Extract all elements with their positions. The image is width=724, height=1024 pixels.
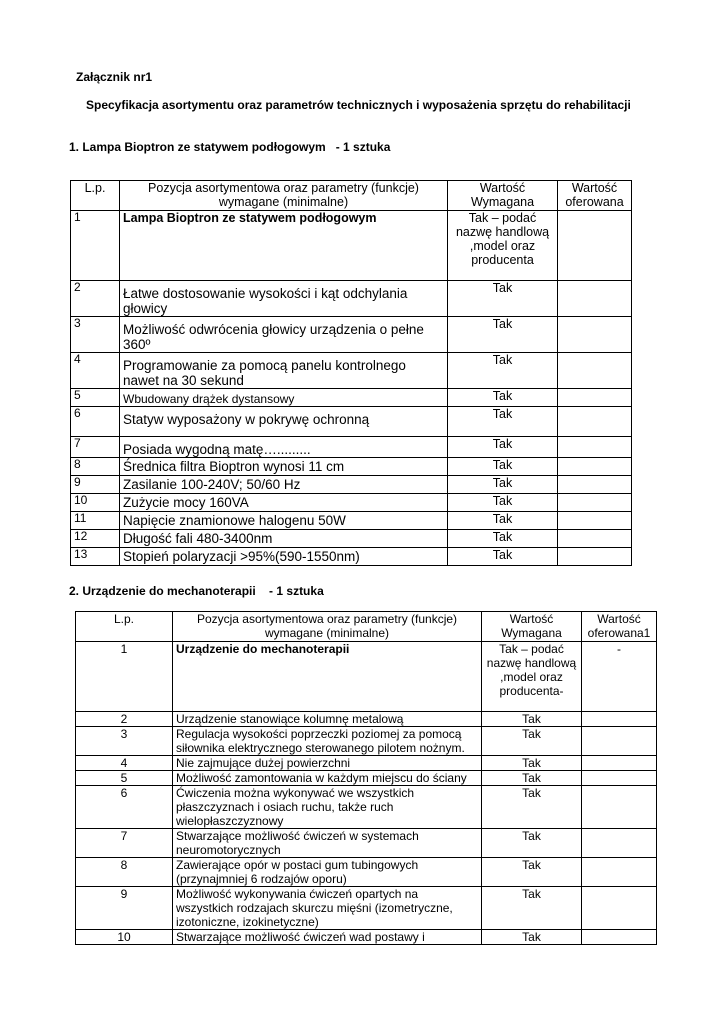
row-description: Zasilanie 100-240V; 50/60 Hz <box>120 476 448 494</box>
row-lp: 4 <box>71 353 120 389</box>
row-required: Tak <box>448 512 558 530</box>
row-required: Tak <box>482 887 582 930</box>
row-offered <box>582 930 657 945</box>
header-position: Pozycja asortymentowa oraz parametry (funkcje) wymagane (minimalne) <box>120 181 448 211</box>
row-lp: 9 <box>71 476 120 494</box>
table-row <box>76 756 657 771</box>
row-required: Tak <box>448 530 558 548</box>
table-row <box>71 407 632 437</box>
row-required: Tak <box>448 317 558 353</box>
row-required: Tak <box>448 476 558 494</box>
row-required: Tak <box>448 437 558 458</box>
row-description: Możliwość wykonywania ćwiczeń opartych na wszystkich rodzajach skurczu mięśni (izometryczne, izotoniczne, izokinetyczne) <box>173 887 482 930</box>
table-row <box>71 281 632 317</box>
row-description: Długość fali 480-3400nm <box>120 530 448 548</box>
row-lp: 8 <box>76 858 173 887</box>
table-row <box>71 530 632 548</box>
row-offered <box>558 476 632 494</box>
row-offered: - <box>582 642 657 712</box>
row-lp: 7 <box>71 437 120 458</box>
row-required: Tak <box>448 458 558 476</box>
row-lp: 10 <box>76 930 173 945</box>
row-lp: 12 <box>71 530 120 548</box>
section1-table <box>70 180 632 566</box>
document-title: Specyfikacja asortymentu oraz parametrów technicznych i wyposażenia sprzętu do rehabilitacji <box>86 98 631 112</box>
table-row <box>76 930 657 945</box>
row-lp: 4 <box>76 756 173 771</box>
row-offered <box>582 712 657 727</box>
row-offered <box>582 858 657 887</box>
row-lp: 2 <box>71 281 120 317</box>
row-required: Tak – podać nazwę handlową ,model oraz producenta- <box>482 642 582 712</box>
row-description: Łatwe dostosowanie wysokości i kąt odchylania głowicy <box>120 281 448 317</box>
row-description: Statyw wyposażony w pokrywę ochronną <box>120 407 448 437</box>
row-offered <box>558 211 632 281</box>
row-lp: 6 <box>71 407 120 437</box>
row-offered <box>558 437 632 458</box>
row-description: Stwarzające możliwość ćwiczeń w systemach neuromotorycznych <box>173 829 482 858</box>
row-offered <box>558 281 632 317</box>
row-required: Tak <box>482 858 582 887</box>
row-description: Lampa Bioptron ze statywem podłogowym <box>120 211 448 281</box>
row-offered <box>558 407 632 437</box>
row-lp: 11 <box>71 512 120 530</box>
section2-heading: 2. Urządzenie do mechanoterapii - 1 sztuka <box>69 584 324 598</box>
row-required: Tak <box>482 930 582 945</box>
row-offered <box>582 756 657 771</box>
table-row <box>71 476 632 494</box>
header-required: Wartość Wymagana <box>448 181 558 211</box>
row-required: Tak – podać nazwę handlową ,model oraz producenta <box>448 211 558 281</box>
row-lp: 5 <box>76 771 173 786</box>
row-required: Tak <box>482 771 582 786</box>
header-lp: L.p. <box>71 181 120 211</box>
table-row <box>71 353 632 389</box>
row-required: Tak <box>482 727 582 756</box>
table-row <box>71 512 632 530</box>
annex-title: Załącznik nr1 <box>76 70 153 84</box>
row-required: Tak <box>448 407 558 437</box>
table-row <box>76 786 657 829</box>
row-description: Średnica filtra Bioptron wynosi 11 cm <box>120 458 448 476</box>
row-lp: 1 <box>76 642 173 712</box>
row-offered <box>582 887 657 930</box>
row-description: Napięcie znamionowe halogenu 50W <box>120 512 448 530</box>
table-row <box>71 494 632 512</box>
row-description: Nie zajmujące dużej powierzchni <box>173 756 482 771</box>
table-row <box>71 317 632 353</box>
table-header-row <box>71 181 632 211</box>
row-offered <box>582 771 657 786</box>
row-offered <box>558 530 632 548</box>
table-row <box>71 437 632 458</box>
table-header-row <box>76 612 657 642</box>
row-lp: 10 <box>71 494 120 512</box>
row-description: Zawierające opór w postaci gum tubingowych (przynajmniej 6 rodzajów oporu) <box>173 858 482 887</box>
row-lp: 6 <box>76 786 173 829</box>
row-offered <box>582 786 657 829</box>
row-description: Urządzenie do mechanoterapii <box>173 642 482 712</box>
row-description: Zużycie mocy 160VA <box>120 494 448 512</box>
table-row <box>71 389 632 407</box>
table-row <box>76 771 657 786</box>
row-lp: 13 <box>71 548 120 566</box>
row-required: Tak <box>482 829 582 858</box>
row-lp: 3 <box>71 317 120 353</box>
row-offered <box>558 458 632 476</box>
table-row <box>71 548 632 566</box>
row-offered <box>558 494 632 512</box>
row-offered <box>558 317 632 353</box>
row-lp: 5 <box>71 389 120 407</box>
row-lp: 8 <box>71 458 120 476</box>
row-required: Tak <box>448 281 558 317</box>
row-description: Stopień polaryzacji >95%(590-1550nm) <box>120 548 448 566</box>
table-row <box>76 858 657 887</box>
row-description: Urządzenie stanowiące kolumnę metalową <box>173 712 482 727</box>
row-offered <box>558 548 632 566</box>
row-description: Wbudowany drążek dystansowy <box>120 389 448 407</box>
row-required: Tak <box>448 353 558 389</box>
table-row <box>71 458 632 476</box>
row-description: Programowanie za pomocą panelu kontrolnego nawet na 30 sekund <box>120 353 448 389</box>
section2-table <box>75 611 657 945</box>
row-required: Tak <box>482 756 582 771</box>
row-offered <box>558 389 632 407</box>
row-required: Tak <box>448 389 558 407</box>
row-lp: 1 <box>71 211 120 281</box>
row-required: Tak <box>482 786 582 829</box>
header-offered: Wartość oferowana <box>558 181 632 211</box>
header-offered: Wartość oferowana1 <box>582 612 657 642</box>
row-required: Tak <box>448 548 558 566</box>
header-required: Wartość Wymagana <box>482 612 582 642</box>
header-lp: L.p. <box>76 612 173 642</box>
row-offered <box>582 727 657 756</box>
row-description: Stwarzające możliwość ćwiczeń wad postawy i <box>173 930 482 945</box>
row-description: Możliwość zamontowania w każdym miejscu do ściany <box>173 771 482 786</box>
row-description: Posiada wygodną matę…......... <box>120 437 448 458</box>
row-lp: 9 <box>76 887 173 930</box>
section1-heading: 1. Lampa Bioptron ze statywem podłogowym - 1 sztuka <box>69 140 391 154</box>
table-row <box>76 642 657 712</box>
row-required: Tak <box>448 494 558 512</box>
table-row <box>76 712 657 727</box>
row-description: Możliwość odwrócenia głowicy urządzenia o pełne 360º <box>120 317 448 353</box>
table-row <box>76 829 657 858</box>
table-row <box>76 727 657 756</box>
header-position: Pozycja asortymentowa oraz parametry (funkcje) wymagane (minimalne) <box>173 612 482 642</box>
row-description: Ćwiczenia można wykonywać we wszystkich płaszczyznach i osiach ruchu, także ruch wielopłaszczyznowy <box>173 786 482 829</box>
row-lp: 3 <box>76 727 173 756</box>
row-lp: 2 <box>76 712 173 727</box>
row-offered <box>558 353 632 389</box>
row-description: Regulacja wysokości poprzeczki poziomej za pomocą siłownika elektrycznego sterowanego pilotem nożnym. <box>173 727 482 756</box>
row-offered <box>558 512 632 530</box>
table-row <box>76 887 657 930</box>
table-row <box>71 211 632 281</box>
row-lp: 7 <box>76 829 173 858</box>
row-offered <box>582 829 657 858</box>
row-required: Tak <box>482 712 582 727</box>
